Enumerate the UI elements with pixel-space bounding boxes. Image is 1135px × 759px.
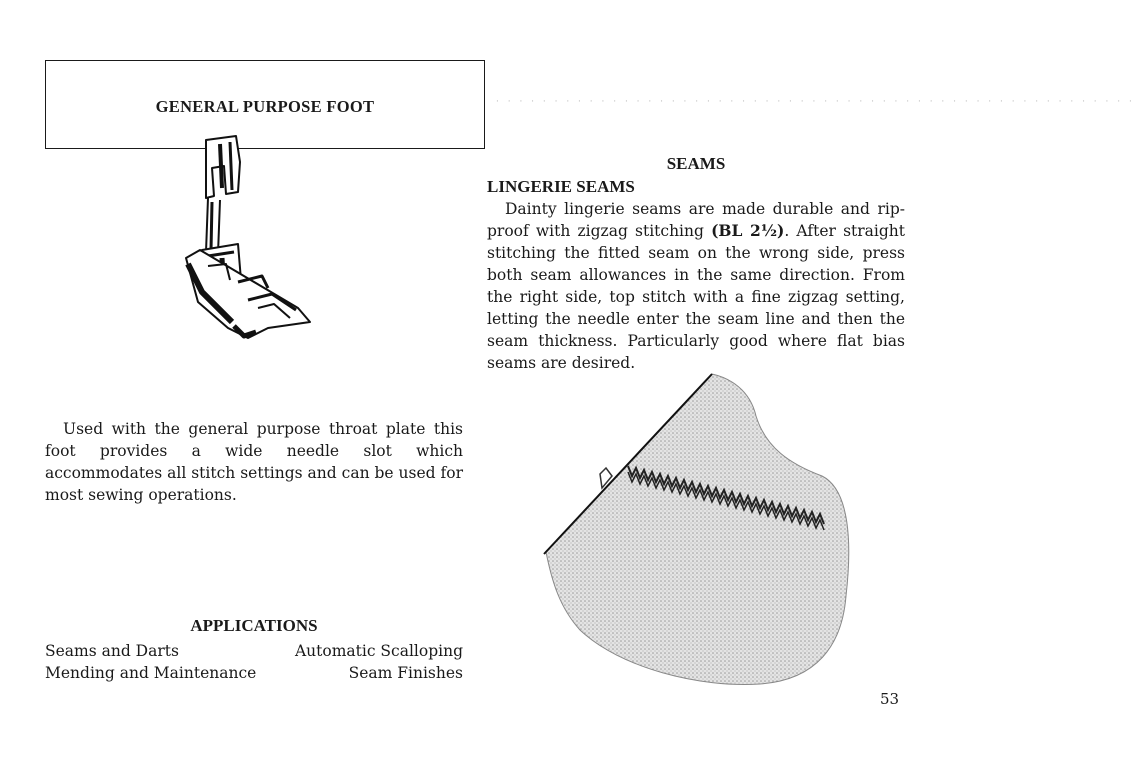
paragraph-text: Dainty lingerie seams are made durable and rip-proof with zigzag stitching (487, 200, 905, 240)
paragraph-text: . After straight stitching the fitted seam on the wrong side, press both seam allowances in the same direction. From the right side, top stitch with a fine zigzag setting, letting the needle enter the seam line and then the seam thickness. Particularly good where flat bias seams are desired. (487, 222, 905, 372)
application-item: Seam Finishes (348, 664, 463, 682)
decorative-dot-rule: · · · · · · · · · · · · · · · · · · · · · · · · · · · · · · · · · · · · · · · · · · · · · · · · · · · · · · · (496, 97, 1135, 107)
seams-heading: SEAMS (666, 154, 726, 173)
applications-row (45, 664, 463, 682)
applications-heading: APPLICATIONS (190, 616, 318, 635)
applications-row (45, 642, 463, 660)
lingerie-seams-paragraph (487, 198, 905, 374)
application-item: Seams and Darts (45, 642, 179, 660)
lingerie-seams-heading: LINGERIE SEAMS (487, 177, 635, 196)
application-item: Automatic Scalloping (294, 642, 463, 660)
zigzag-seam-fabric-illustration (540, 368, 860, 688)
stitch-setting: (BL 2½) (711, 221, 785, 240)
foot-description: Used with the general purpose throat plate this foot provides a wide needle slot which accommodates all stitch settings and can be used for most sewing operations. (45, 420, 463, 504)
application-item: Mending and Maintenance (45, 664, 257, 682)
presser-foot-illustration (178, 132, 318, 342)
page-number: 53 (880, 690, 900, 708)
box-title: GENERAL PURPOSE FOOT (155, 97, 375, 116)
